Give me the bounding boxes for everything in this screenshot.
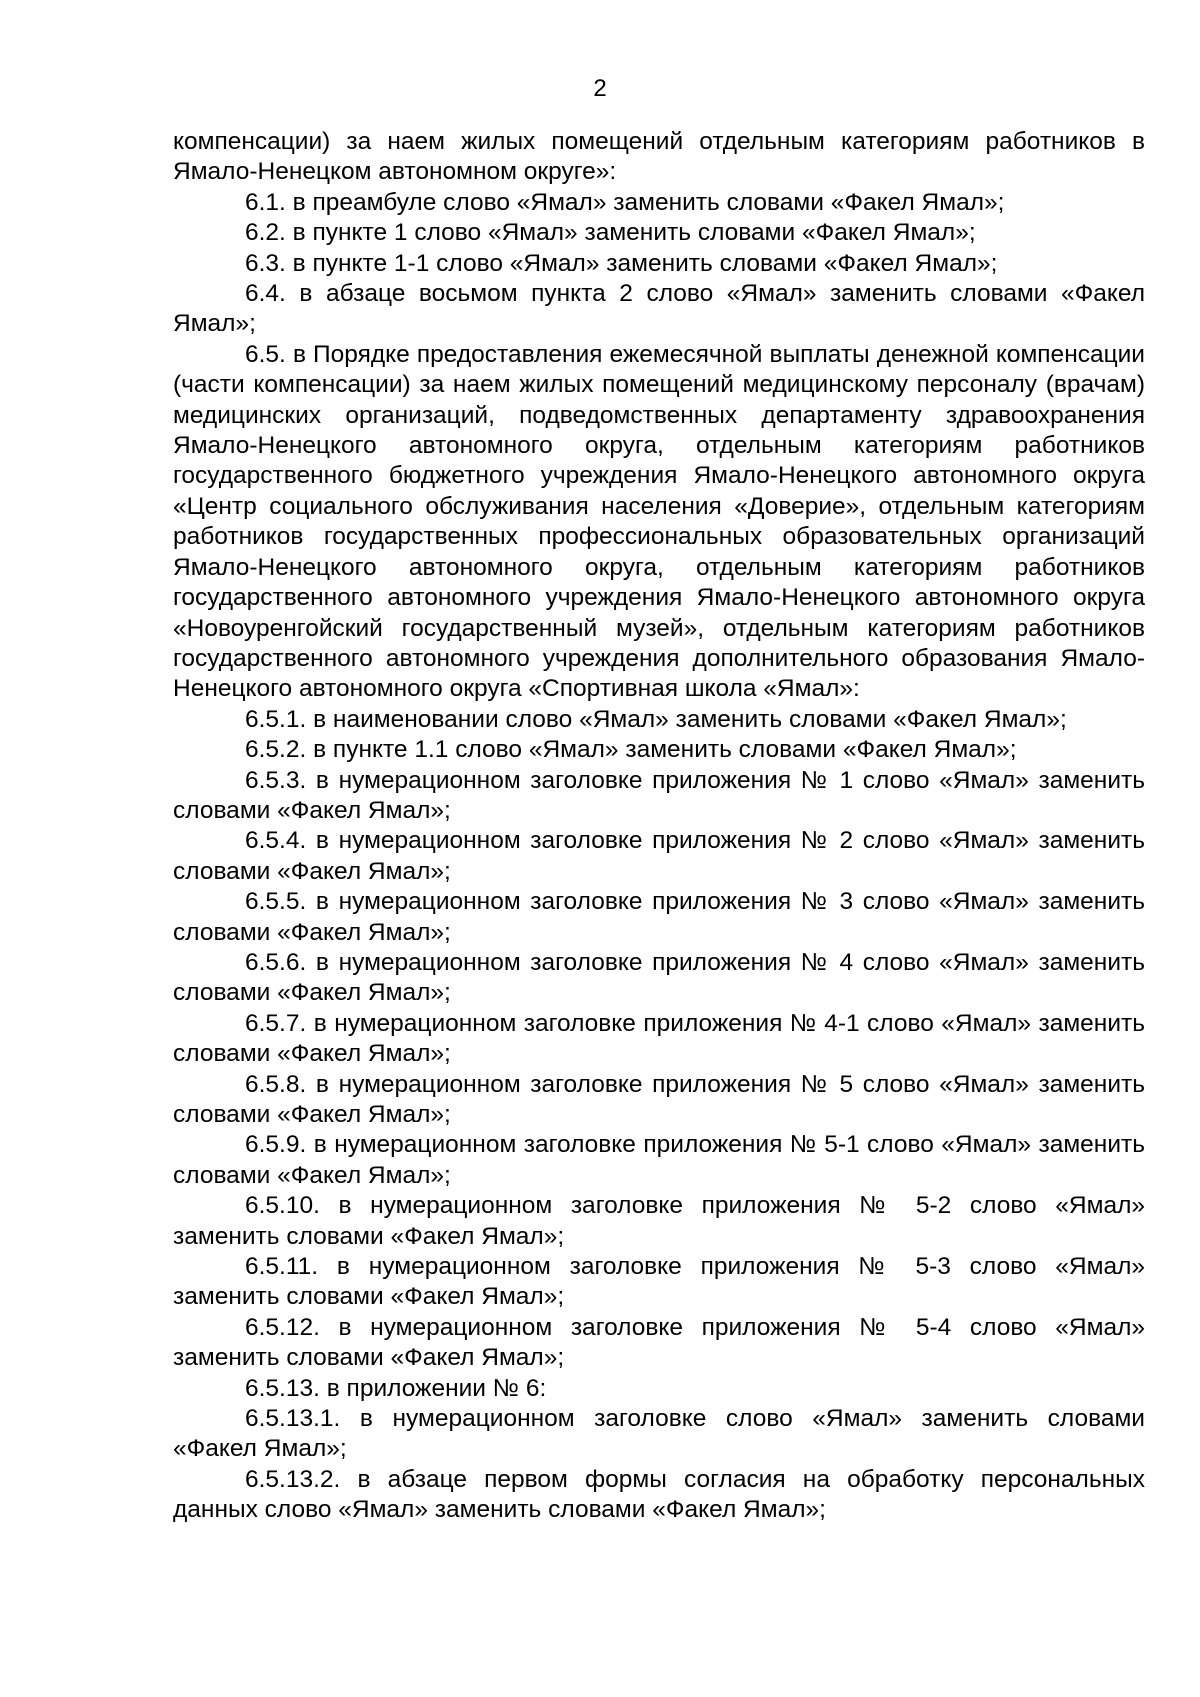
paragraph: компенсации) за наем жилых помещений отдельным категориям работников в Ямало-Ненецком автономном округе»: bbox=[173, 128, 1145, 186]
paragraph: 6.5.13.2. в абзаце первом формы согласия на обработку персональных данных слово «Ямал» заменить словами «Факел Ямал»; bbox=[173, 1465, 1145, 1524]
paragraph: 6.5.6. в нумерационном заголовке приложения № 4 слово «Ямал» заменить словами «Факел Ямал»; bbox=[173, 948, 1145, 1007]
paragraph: 6.2. в пункте 1 слово «Ямал» заменить словами «Факел Ямал»; bbox=[245, 219, 976, 247]
paragraph: 6.5.9. в нумерационном заголовке приложения № 5-1 слово «Ямал» заменить словами «Факел Ямал»; bbox=[173, 1131, 1145, 1189]
paragraph: 6.4. в абзаце восьмом пункта 2 слово «Ямал» заменить словами «Факел Ямал»; bbox=[173, 280, 1145, 338]
page-number: 2 bbox=[593, 75, 607, 102]
paragraph: 6.5.5. в нумерационном заголовке приложения № 3 слово «Ямал» заменить словами «Факел Ямал»; bbox=[173, 888, 1145, 946]
paragraph: 6.5.7. в нумерационном заголовке приложения № 4-1 слово «Ямал» заменить словами «Факел Ямал»; bbox=[173, 1009, 1145, 1068]
paragraph: 6.5.10. в нумерационном заголовке приложения № 5-2 слово «Ямал» заменить словами «Факел Ямал»; bbox=[173, 1192, 1145, 1250]
paragraph: 6.5.13.1. в нумерационном заголовке слово «Ямал» заменить словами «Факел Ямал»; bbox=[173, 1405, 1145, 1463]
paragraph: 6.5.2. в пункте 1.1 слово «Ямал» заменить словами «Факел Ямал»; bbox=[245, 736, 1017, 764]
paragraph: 6.5. в Порядке предоставления ежемесячной выплаты денежной компенсации (части компенсации) за наем жилых помещений медицинскому персоналу (врачам) медицинских организаций, подведомственных департаменту здравоохранения Ямало-Ненецкого автономного округа, отдельным категориям работников государственного бюджетного учреждения Ямало-Ненецкого автономного округа «Центр социального обслуживания населения «Доверие», отдельным категориям работников государственных профессиональных образовательных организаций Ямало-Ненецкого автономного округа, отдельным категориям работников государственного автономного учреждения Ямало-Ненецкого автономного округа «Новоуренгойский государственный музей», отдельным категориям работников государственного автономного учреждения дополнительного образования Ямало-Ненецкого автономного округа «Спортивная школа «Ямал»: bbox=[173, 340, 1145, 703]
paragraph: 6.5.12. в нумерационном заголовке приложения № 5-4 слово «Ямал» заменить словами «Факел Ямал»; bbox=[173, 1313, 1145, 1372]
paragraph: 6.5.11. в нумерационном заголовке приложения № 5-3 слово «Ямал» заменить словами «Факел Ямал»; bbox=[173, 1253, 1145, 1311]
paragraph: 6.1. в преамбуле слово «Ямал» заменить словами «Факел Ямал»; bbox=[245, 188, 1005, 216]
paragraph: 6.5.8. в нумерационном заголовке приложения № 5 слово «Ямал» заменить словами «Факел Ямал»; bbox=[173, 1070, 1145, 1128]
document-body bbox=[173, 127, 1145, 1526]
paragraph: 6.5.13. в приложении № 6: bbox=[245, 1374, 547, 1402]
paragraph: 6.5.1. в наименовании слово «Ямал» заменить словами «Факел Ямал»; bbox=[245, 705, 1067, 733]
paragraph: 6.5.3. в нумерационном заголовке приложения № 1 слово «Ямал» заменить словами «Факел Ямал»; bbox=[173, 766, 1145, 824]
paragraph: 6.3. в пункте 1-1 слово «Ямал» заменить словами «Факел Ямал»; bbox=[245, 249, 998, 277]
paragraph: 6.5.4. в нумерационном заголовке приложения № 2 слово «Ямал» заменить словами «Факел Ямал»; bbox=[173, 827, 1145, 885]
